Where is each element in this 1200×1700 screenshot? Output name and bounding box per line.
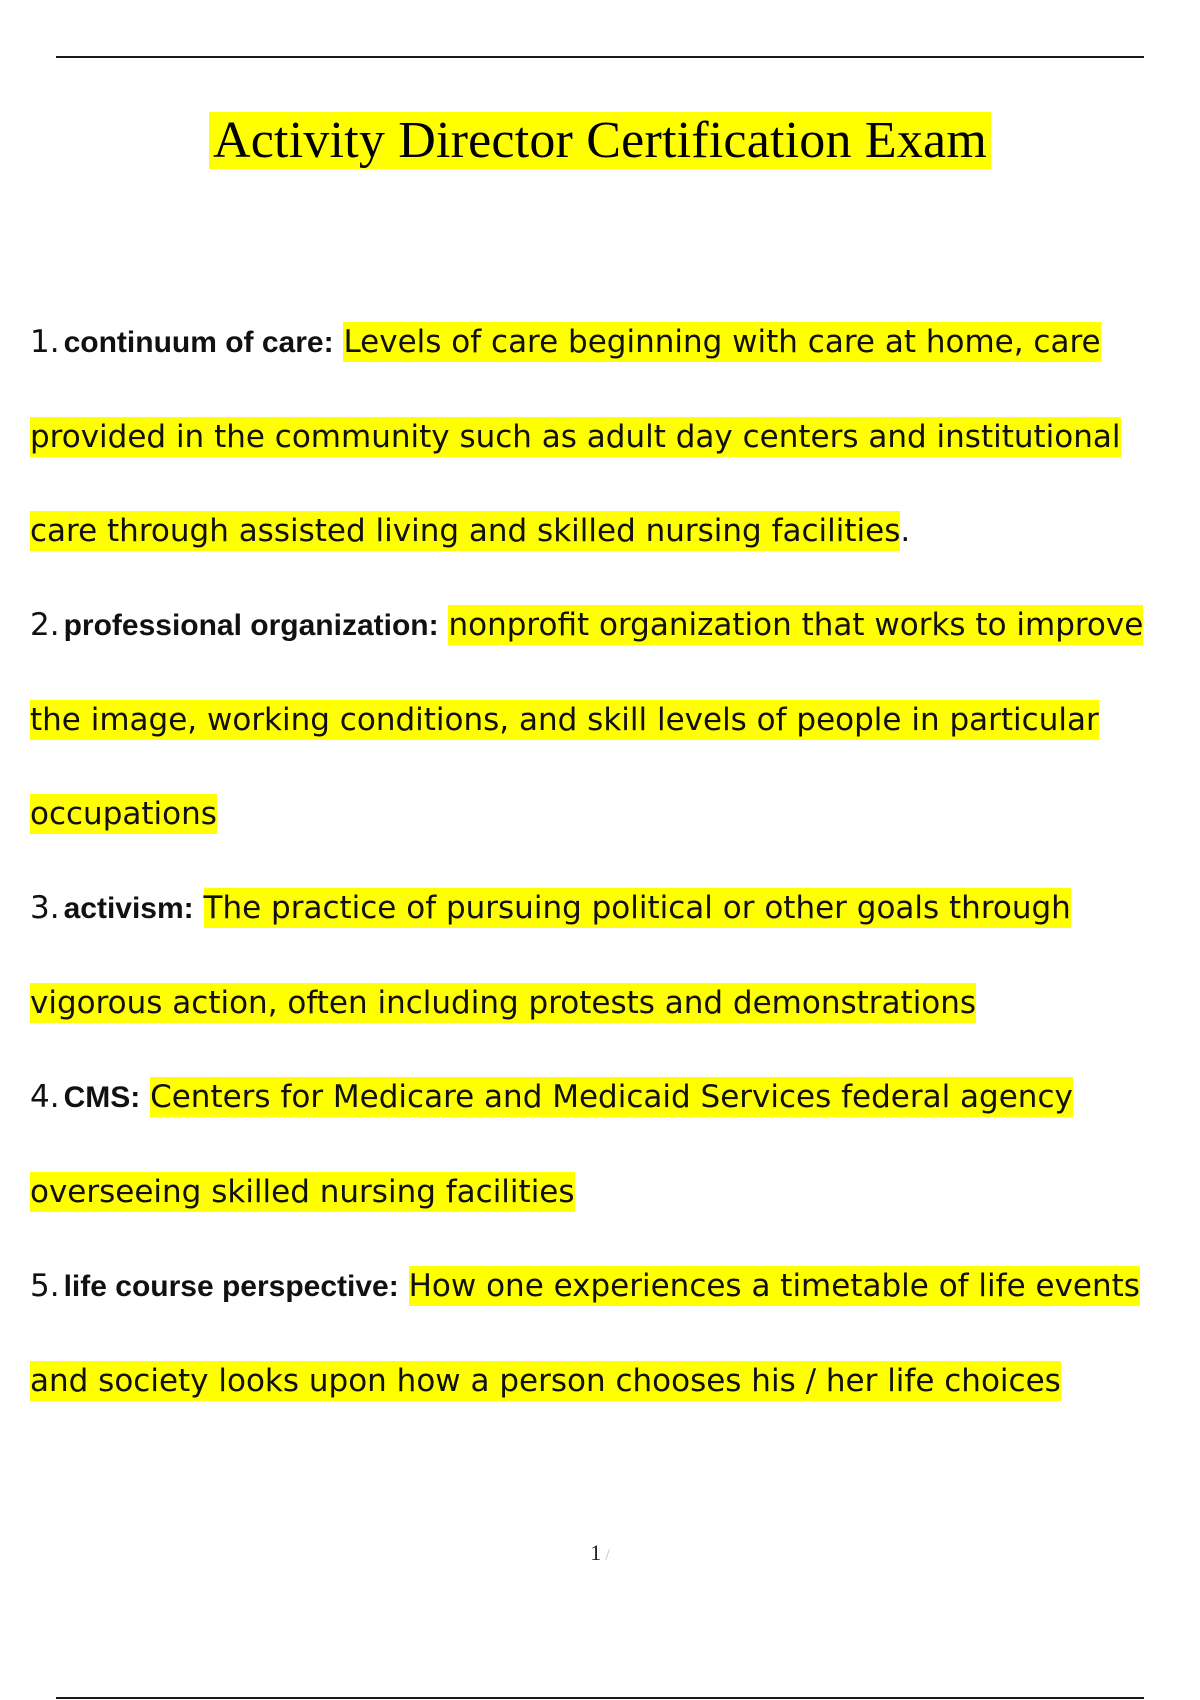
- page-number: [0, 1540, 1200, 1566]
- term-item: [30, 578, 1170, 861]
- title-block: [0, 108, 1200, 174]
- page-number-value: 1: [590, 1540, 602, 1565]
- term-label: CMS:: [63, 1081, 141, 1114]
- bottom-rule: [56, 1697, 1144, 1699]
- page-separator: /: [605, 1547, 610, 1564]
- term-number: 1.: [30, 324, 60, 360]
- term-number: 2.: [30, 607, 60, 643]
- term-item: [30, 1050, 1170, 1239]
- term-label: activism:: [63, 892, 194, 925]
- document-title: Activity Director Certification Exam: [209, 112, 991, 169]
- term-item: [30, 1239, 1170, 1428]
- top-rule: [56, 56, 1144, 58]
- term-label: professional organization:: [63, 609, 439, 642]
- term-item: [30, 861, 1170, 1050]
- term-number: 5.: [30, 1268, 60, 1304]
- term-definition: How one experiences a timetable of life events and society looks upon how a person chooses his / her life choices: [30, 1268, 1140, 1399]
- term-number: 3.: [30, 890, 60, 926]
- term-item: [30, 295, 1170, 578]
- term-definition: The practice of pursuing political or other goals through vigorous action, often including protests and demonstrations: [30, 890, 1071, 1021]
- term-label: life course perspective:: [63, 1270, 399, 1303]
- term-definition: nonprofit organization that works to improve the image, working conditions, and skill levels of people in particular occupations: [30, 607, 1144, 832]
- term-trailing: .: [900, 513, 911, 549]
- term-definition: Centers for Medicare and Medicaid Services federal agency overseeing skilled nursing facilities: [30, 1079, 1073, 1210]
- term-label: continuum of care:: [63, 326, 334, 359]
- term-list: [30, 295, 1170, 1428]
- term-definition: Levels of care beginning with care at home, care provided in the community such as adult day centers and institutional care through assisted living and skilled nursing facilities: [30, 324, 1121, 549]
- term-number: 4.: [30, 1079, 60, 1115]
